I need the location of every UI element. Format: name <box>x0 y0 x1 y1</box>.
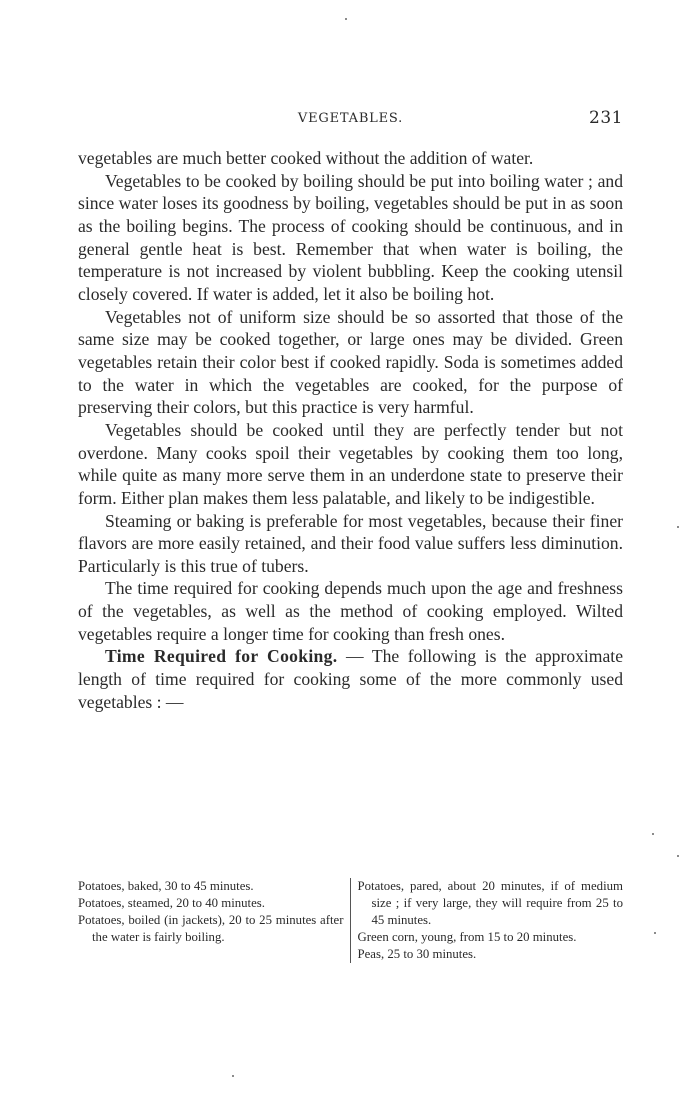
cooking-time-entry: Potatoes, boiled (in jackets), 20 to 25 minutes after the water is fairly boiling. <box>78 913 344 944</box>
section-text: — The following is the approximate length of time required for cooking some of the more commonly used vegetables : — <box>78 646 624 712</box>
paper-speck <box>652 833 654 835</box>
running-title: VEGETABLES. <box>297 111 404 126</box>
paragraph: vegetables are much better cooked without the addition of water. <box>78 148 534 168</box>
cooking-time-entry: Potatoes, steamed, 20 to 40 minutes. <box>78 896 265 910</box>
paper-speck <box>677 855 679 857</box>
cooking-time-entry: Potatoes, baked, 30 to 45 minutes. <box>78 879 254 893</box>
paragraph: The time required for cooking depends much upon the age and freshness of the vegetables, as well as the method of cooking employed. Wilted vegetables require a longer time for cooking than fresh ones. <box>78 578 623 644</box>
body-text <box>78 147 623 713</box>
cooking-times-table <box>78 878 623 963</box>
section-heading: Time Required for Cooking. <box>105 646 338 667</box>
page-number: 231 <box>589 108 623 128</box>
cooking-times-left-column <box>78 878 350 963</box>
paragraph: Vegetables should be cooked until they are perfectly tender but not overdone. Many cooks spoil their vegetables by cooking them too long, while quite as many more serve them in an underdone state to preserve their form. Either plan makes them less palatable, and likely to be indigestible. <box>78 419 623 508</box>
paper-speck <box>677 526 679 528</box>
paragraph: Vegetables to be cooked by boiling should be put into boiling water ; and since water loses its goodness by boiling, vegetables should be put in as soon as the boiling begins. The process of cooking should be continuous, and in general gentle heat is best. Remember that when water is boiling, the temperature is not increased by violent bubbling. Keep the cooking utensil closely covered. If water is added, let it also be boiling hot. <box>78 170 623 304</box>
paper-speck <box>232 1075 234 1077</box>
cooking-time-entry: Potatoes, pared, about 20 minutes, if of medium size ; if very large, they will require from 25 to 45 minutes. <box>357 879 623 927</box>
cooking-time-entry: Peas, 25 to 30 minutes. <box>357 947 477 961</box>
cooking-time-entry: Green corn, young, from 15 to 20 minutes. <box>357 930 577 944</box>
paragraph: Vegetables not of uniform size should be so assorted that those of the same size may be cooked together, or large ones may be divided. Green vegetables retain their color best if cooked rapidly. Soda is sometimes added to the water in which the vegetables are cooked, for the purpose of preserving their colors, but this practice is very harmful. <box>78 306 623 418</box>
cooking-times-right-column <box>350 878 624 963</box>
paper-speck <box>654 932 656 934</box>
paragraph: Steaming or baking is preferable for most vegetables, because their finer flavors are more easily retained, and their food value suffers less diminution. Particularly is this true of tubers. <box>78 510 623 576</box>
section-paragraph <box>78 645 623 713</box>
paper-speck <box>345 18 347 20</box>
running-header <box>78 108 623 133</box>
